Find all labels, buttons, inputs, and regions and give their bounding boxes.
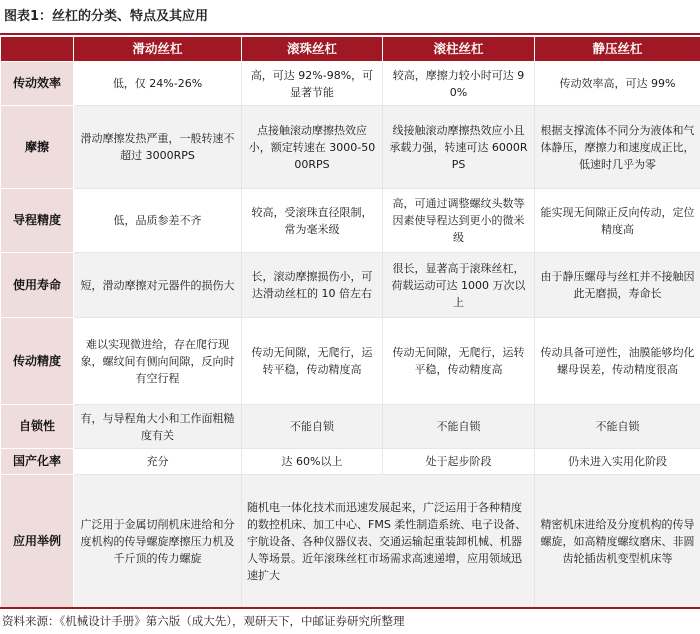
table-cell: 较高，受滚珠直径限制，常为毫米级 — [242, 189, 383, 253]
row-label: 导程精度 — [1, 189, 74, 253]
table-row — [1, 106, 700, 189]
table-cell: 充分 — [74, 449, 242, 475]
row-label: 摩擦 — [1, 106, 74, 189]
table-row — [1, 405, 700, 449]
table-cell: 传动具备可逆性，油膜能够均化螺母误差，传动精度很高 — [535, 318, 700, 405]
table-cell: 广泛用于金属切削机床进给和分度机构的传导螺旋摩擦压力机及千斤顶的传力螺旋 — [74, 475, 242, 609]
table-cell: 能实现无间隙正反向传动，定位精度高 — [535, 189, 700, 253]
table-cell: 由于静压螺母与丝杠并不接触因此无磨损，寿命长 — [535, 253, 700, 318]
row-label: 传动效率 — [1, 62, 74, 106]
table-cell: 低，仅 24%-26% — [74, 62, 242, 106]
table-cell: 处于起步阶段 — [383, 449, 535, 475]
header-row — [1, 37, 700, 62]
row-label: 国产化率 — [1, 449, 74, 475]
comparison-table — [0, 36, 700, 609]
table-row — [1, 449, 700, 475]
table-cell: 线接触滚动摩擦热效应小且承载力强，转速可达 6000RPS — [383, 106, 535, 189]
table-cell: 低，品质参差不齐 — [74, 189, 242, 253]
title-rule — [0, 33, 700, 35]
table-cell: 传动效率高，可达 99% — [535, 62, 700, 106]
table-cell-merged: 随机电一体化技术而迅速发展起来，广泛运用于各种精度的数控机床、加工中心、FMS 柔性制造系统、电子设备、宇航设备、各种仪器仪表、交通运输起重装卸机械、机器人等场景。近年滚珠丝杠市场需求高速递增，应用领域迅速扩大 — [242, 475, 535, 609]
table-cell: 短，滑动摩擦对元器件的损伤大 — [74, 253, 242, 318]
table-cell: 点接触滚动摩擦热效应小，额定转速在 3000-5000RPS — [242, 106, 383, 189]
table-cell: 仍未进入实用化阶段 — [535, 449, 700, 475]
table-cell: 传动无间隙，无爬行，运转平稳，传动精度高 — [383, 318, 535, 405]
header-hydrostatic-screw: 静压丝杠 — [535, 37, 700, 62]
header-sliding-screw: 滑动丝杠 — [74, 37, 242, 62]
figure-title: 图表1：丝杠的分类、特点及其应用 — [4, 9, 209, 24]
table-cell: 传动无间隙，无爬行，运转平稳，传动精度高 — [242, 318, 383, 405]
header-roller-screw: 滚柱丝杠 — [383, 37, 535, 62]
table-cell: 很长，显著高于滚珠丝杠，荷载运动可达 1000 万次以上 — [383, 253, 535, 318]
table-row — [1, 253, 700, 318]
table-cell: 达 60%以上 — [242, 449, 383, 475]
table-row — [1, 189, 700, 253]
source-note: 资料来源：《机械设计手册》第六版（成大先），观研天下，中邮证券研究所整理 — [0, 607, 700, 634]
table-cell: 不能自锁 — [242, 405, 383, 449]
row-label: 使用寿命 — [1, 253, 74, 318]
table-cell: 不能自锁 — [535, 405, 700, 449]
table-cell: 有，与导程角大小和工作面粗糙度有关 — [74, 405, 242, 449]
table-cell: 较高，摩擦力较小时可达 90% — [383, 62, 535, 106]
table-cell: 不能自锁 — [383, 405, 535, 449]
table-cell: 高，可达 92%-98%，可显著节能 — [242, 62, 383, 106]
table-cell: 根据支撑流体不同分为液体和气体静压，摩擦力和速度成正比，低速时几乎为零 — [535, 106, 700, 189]
table-cell: 滑动摩擦发热严重，一般转速不超过 3000RPS — [74, 106, 242, 189]
table-cell: 高，可通过调整螺纹头数等因素使导程达到更小的微米级 — [383, 189, 535, 253]
table-cell: 长，滚动摩擦损伤小，可达滑动丝杠的 10 倍左右 — [242, 253, 383, 318]
row-label: 应用举例 — [1, 475, 74, 609]
table-row — [1, 475, 700, 609]
table-row — [1, 62, 700, 106]
row-label: 传动精度 — [1, 318, 74, 405]
row-label: 自锁性 — [1, 405, 74, 449]
table-cell: 精密机床进给及分度机构的传导螺旋，如高精度螺纹磨床、非圆齿轮插齿机变型机床等 — [535, 475, 700, 609]
table-row — [1, 318, 700, 405]
table-cell: 难以实现微进给，存在爬行现象，螺纹间有侧向间隙，反向时有空行程 — [74, 318, 242, 405]
header-corner — [1, 37, 74, 62]
header-ball-screw: 滚珠丝杠 — [242, 37, 383, 62]
